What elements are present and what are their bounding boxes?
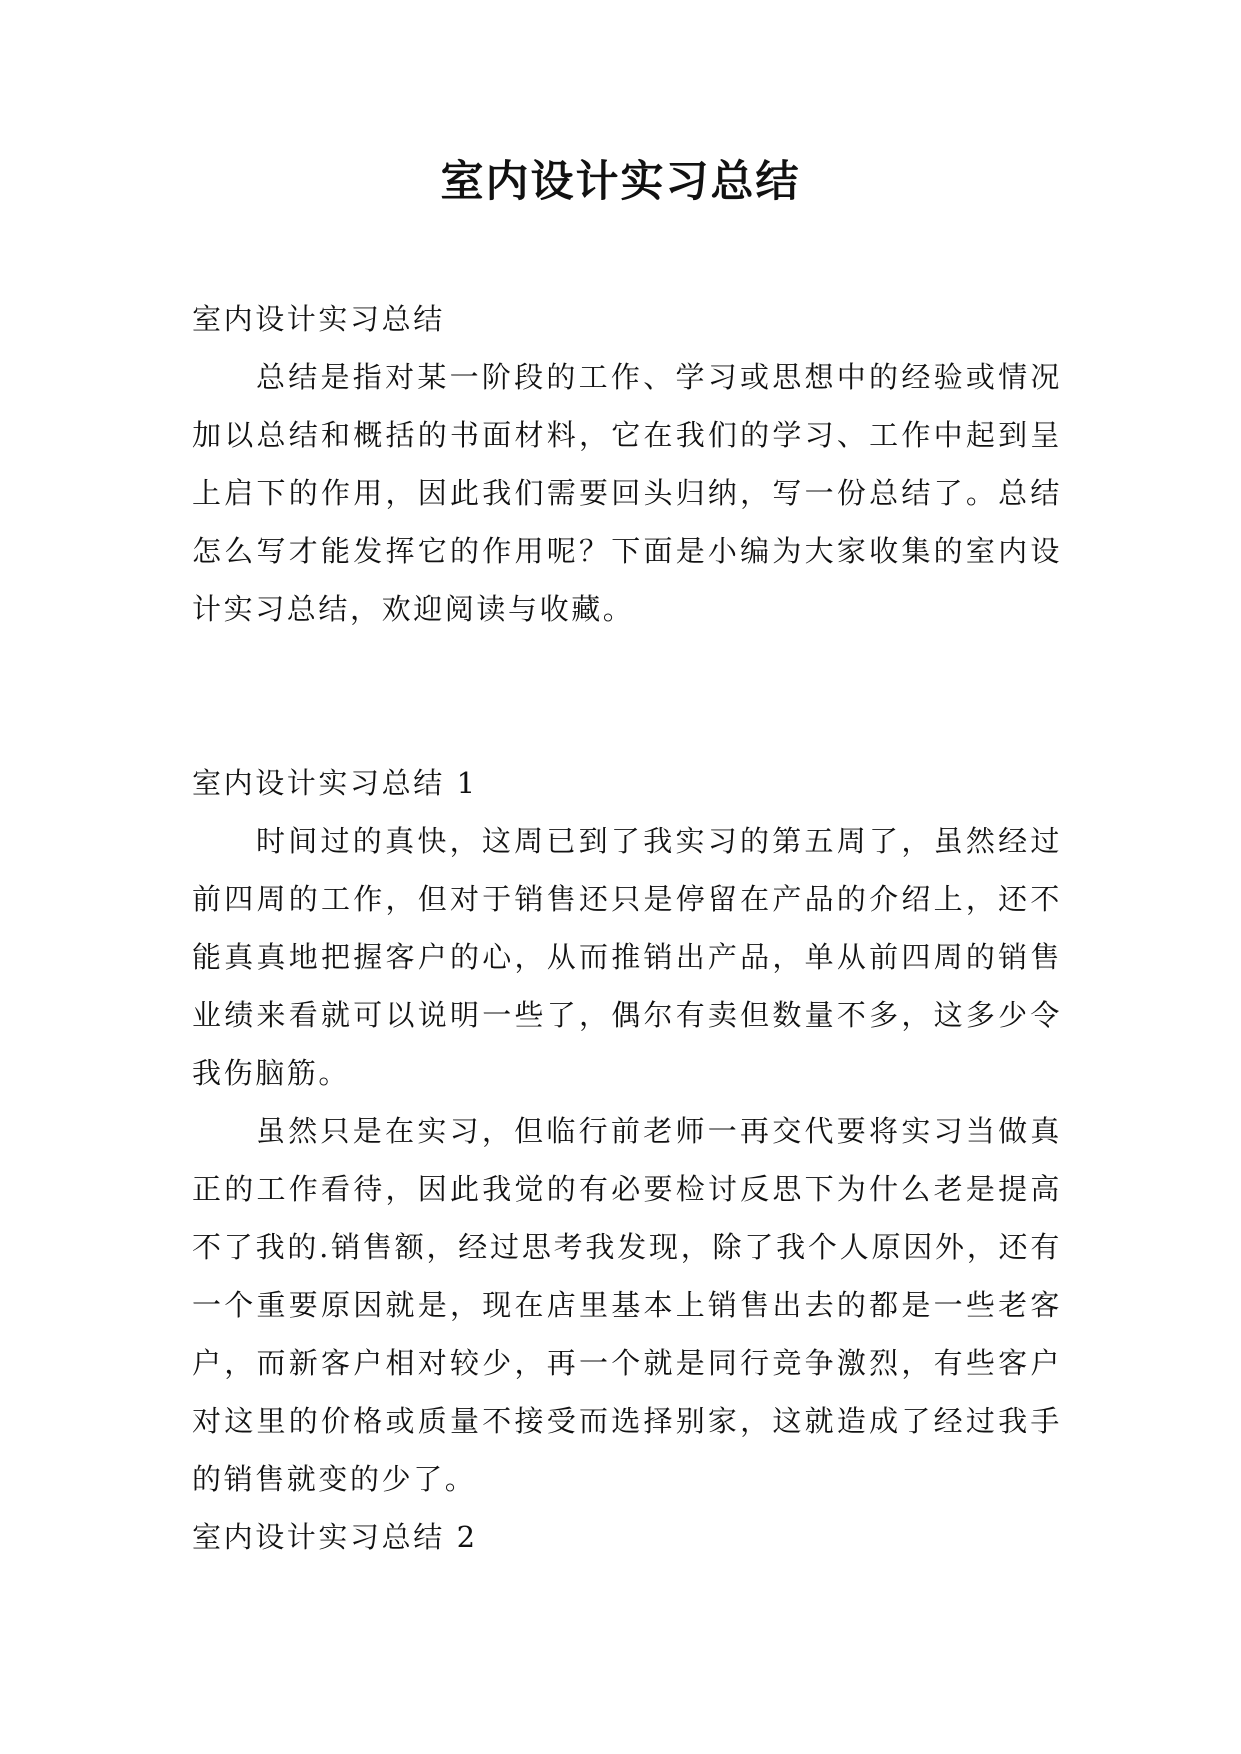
- document-title: 室内设计实习总结: [440, 157, 801, 207]
- section-2-heading: 室内设计实习总结 2: [192, 1520, 478, 1554]
- intro-paragraph: 总结是指对某一阶段的工作、学习或思想中的经验或情况加以总结和概括的书面材料，它在我们的学习、工作中起到呈上启下的作用，因此我们需要回头归纳，写一份总结了。总结怎么写才能发挥它的作用呢？下面是小编为大家收集的室内设计实习总结，欢迎阅读与收藏。: [192, 360, 1062, 626]
- section-1-paragraph-2: 虽然只是在实习，但临行前老师一再交代要将实习当做真正的工作看待，因此我觉的有必要检讨反思下为什么老是提高不了我的.销售额，经过思考我发现，除了我个人原因外，还有一个重要原因就是，现在店里基本上销售出去的都是一些老客户，而新客户相对较少，再一个就是同行竞争激烈，有些客户对这里的价格或质量不接受而选择别家，这就造成了经过我手的销售就变的少了。: [192, 1114, 1062, 1496]
- section-1-heading: 室内设计实习总结 1: [192, 766, 478, 800]
- document-body: [192, 290, 1062, 1566]
- section-1-paragraph-1: 时间过的真快，这周已到了我实习的第五周了，虽然经过前四周的工作，但对于销售还只是停留在产品的介绍上，还不能真真地把握客户的心，从而推销出产品，单从前四周的销售业绩来看就可以说明一些了，偶尔有卖但数量不多，这多少令我伤脑筋。: [192, 824, 1062, 1090]
- section-spacer: [192, 638, 1062, 754]
- intro-heading: 室内设计实习总结: [192, 302, 445, 336]
